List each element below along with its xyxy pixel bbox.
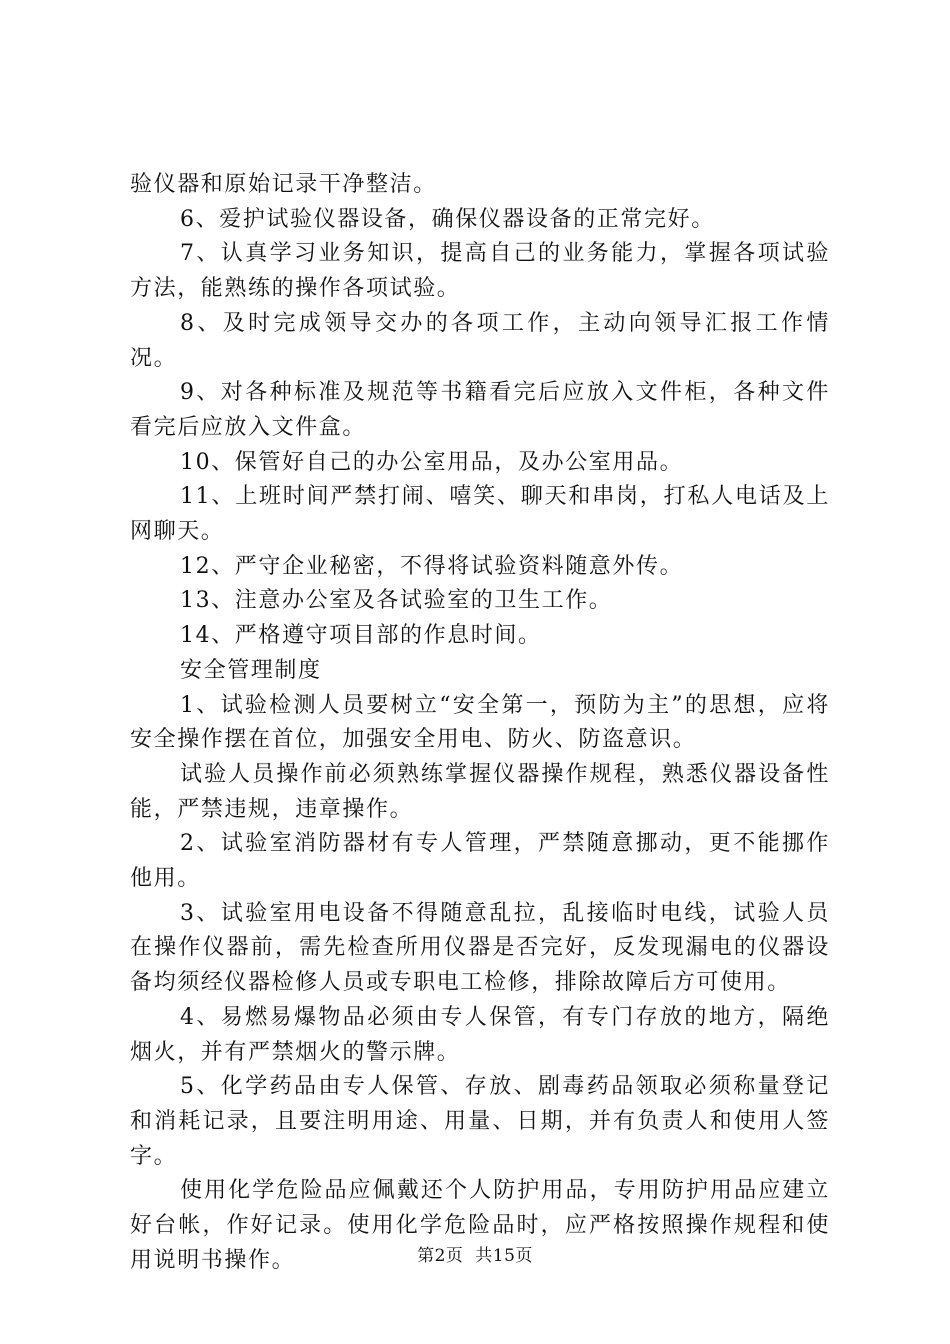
paragraph: 6、爱护试验仪器设备，确保仪器设备的正常完好。	[180, 206, 715, 232]
page-total: 共15页	[475, 1246, 533, 1266]
paragraph: 3、试验室用电设备不得随意乱拉，乱接临时电线，试验人员在操作仪器前，需先检查所用仪器是否完好，反发现漏电的仪器设备均须经仪器检修人员或专职电工检修，排除故障后方可使用。	[130, 900, 830, 996]
paragraph: 7、认真学习业务知识，提高自己的业务能力，掌握各项试验方法，能熟练的操作各项试验。	[130, 241, 830, 302]
paragraph: 12、严守企业秘密，不得将试验资料随意外传。	[180, 553, 684, 579]
paragraph: 试验人员操作前必须熟练掌握仪器操作规程，熟悉仪器设备性能，严禁违规，违章操作。	[130, 761, 830, 822]
paragraph: 使用化学危险品应佩戴还个人防护用品，专用防护用品应建立好台帐，作好记录。使用化学危险品时，应严格按照操作规程和使用说明书操作。	[130, 1178, 830, 1273]
paragraph: 4、易燃易爆物品必须由专人保管，有专门存放的地方，隔绝烟火，并有严禁烟火的警示牌。	[130, 1004, 830, 1065]
paragraph: 13、注意办公室及各试验室的卫生工作。	[180, 588, 613, 614]
page-number: 第2页	[417, 1246, 464, 1266]
paragraph: 8、及时完成领导交办的各项工作，主动向领导汇报工作情况。	[130, 310, 830, 371]
paragraph: 14、严格遵守项目部的作息时间。	[180, 623, 542, 649]
paragraph: 安全管理制度	[180, 657, 322, 683]
page-footer	[0, 1241, 950, 1266]
paragraph: 1、试验检测人员要树立“安全第一，预防为主”的思想，应将安全操作摆在首位，加强安全用电、防火、防盗意识。	[130, 692, 830, 753]
document-body	[130, 168, 830, 1279]
paragraph: 2、试验室消防器材有专人管理，严禁随意挪动，更不能挪作他用。	[130, 831, 830, 892]
paragraph: 验仪器和原始记录干净整洁。	[130, 172, 437, 197]
paragraph: 5、化学药品由专人保管、存放、剧毒药品领取必须称量登记和消耗记录，且要注明用途、用量、日期，并有负责人和使用人签字。	[130, 1074, 830, 1169]
paragraph: 10、保管好自己的办公室用品，及办公室用品。	[180, 449, 684, 475]
paragraph: 9、对各种标准及规范等书籍看完后应放入文件柜，各种文件看完后应放入文件盒。	[130, 380, 830, 440]
paragraph: 11、上班时间严禁打闹、嘻笑、聊天和串岗，打私人电话及上网聊天。	[130, 484, 830, 545]
